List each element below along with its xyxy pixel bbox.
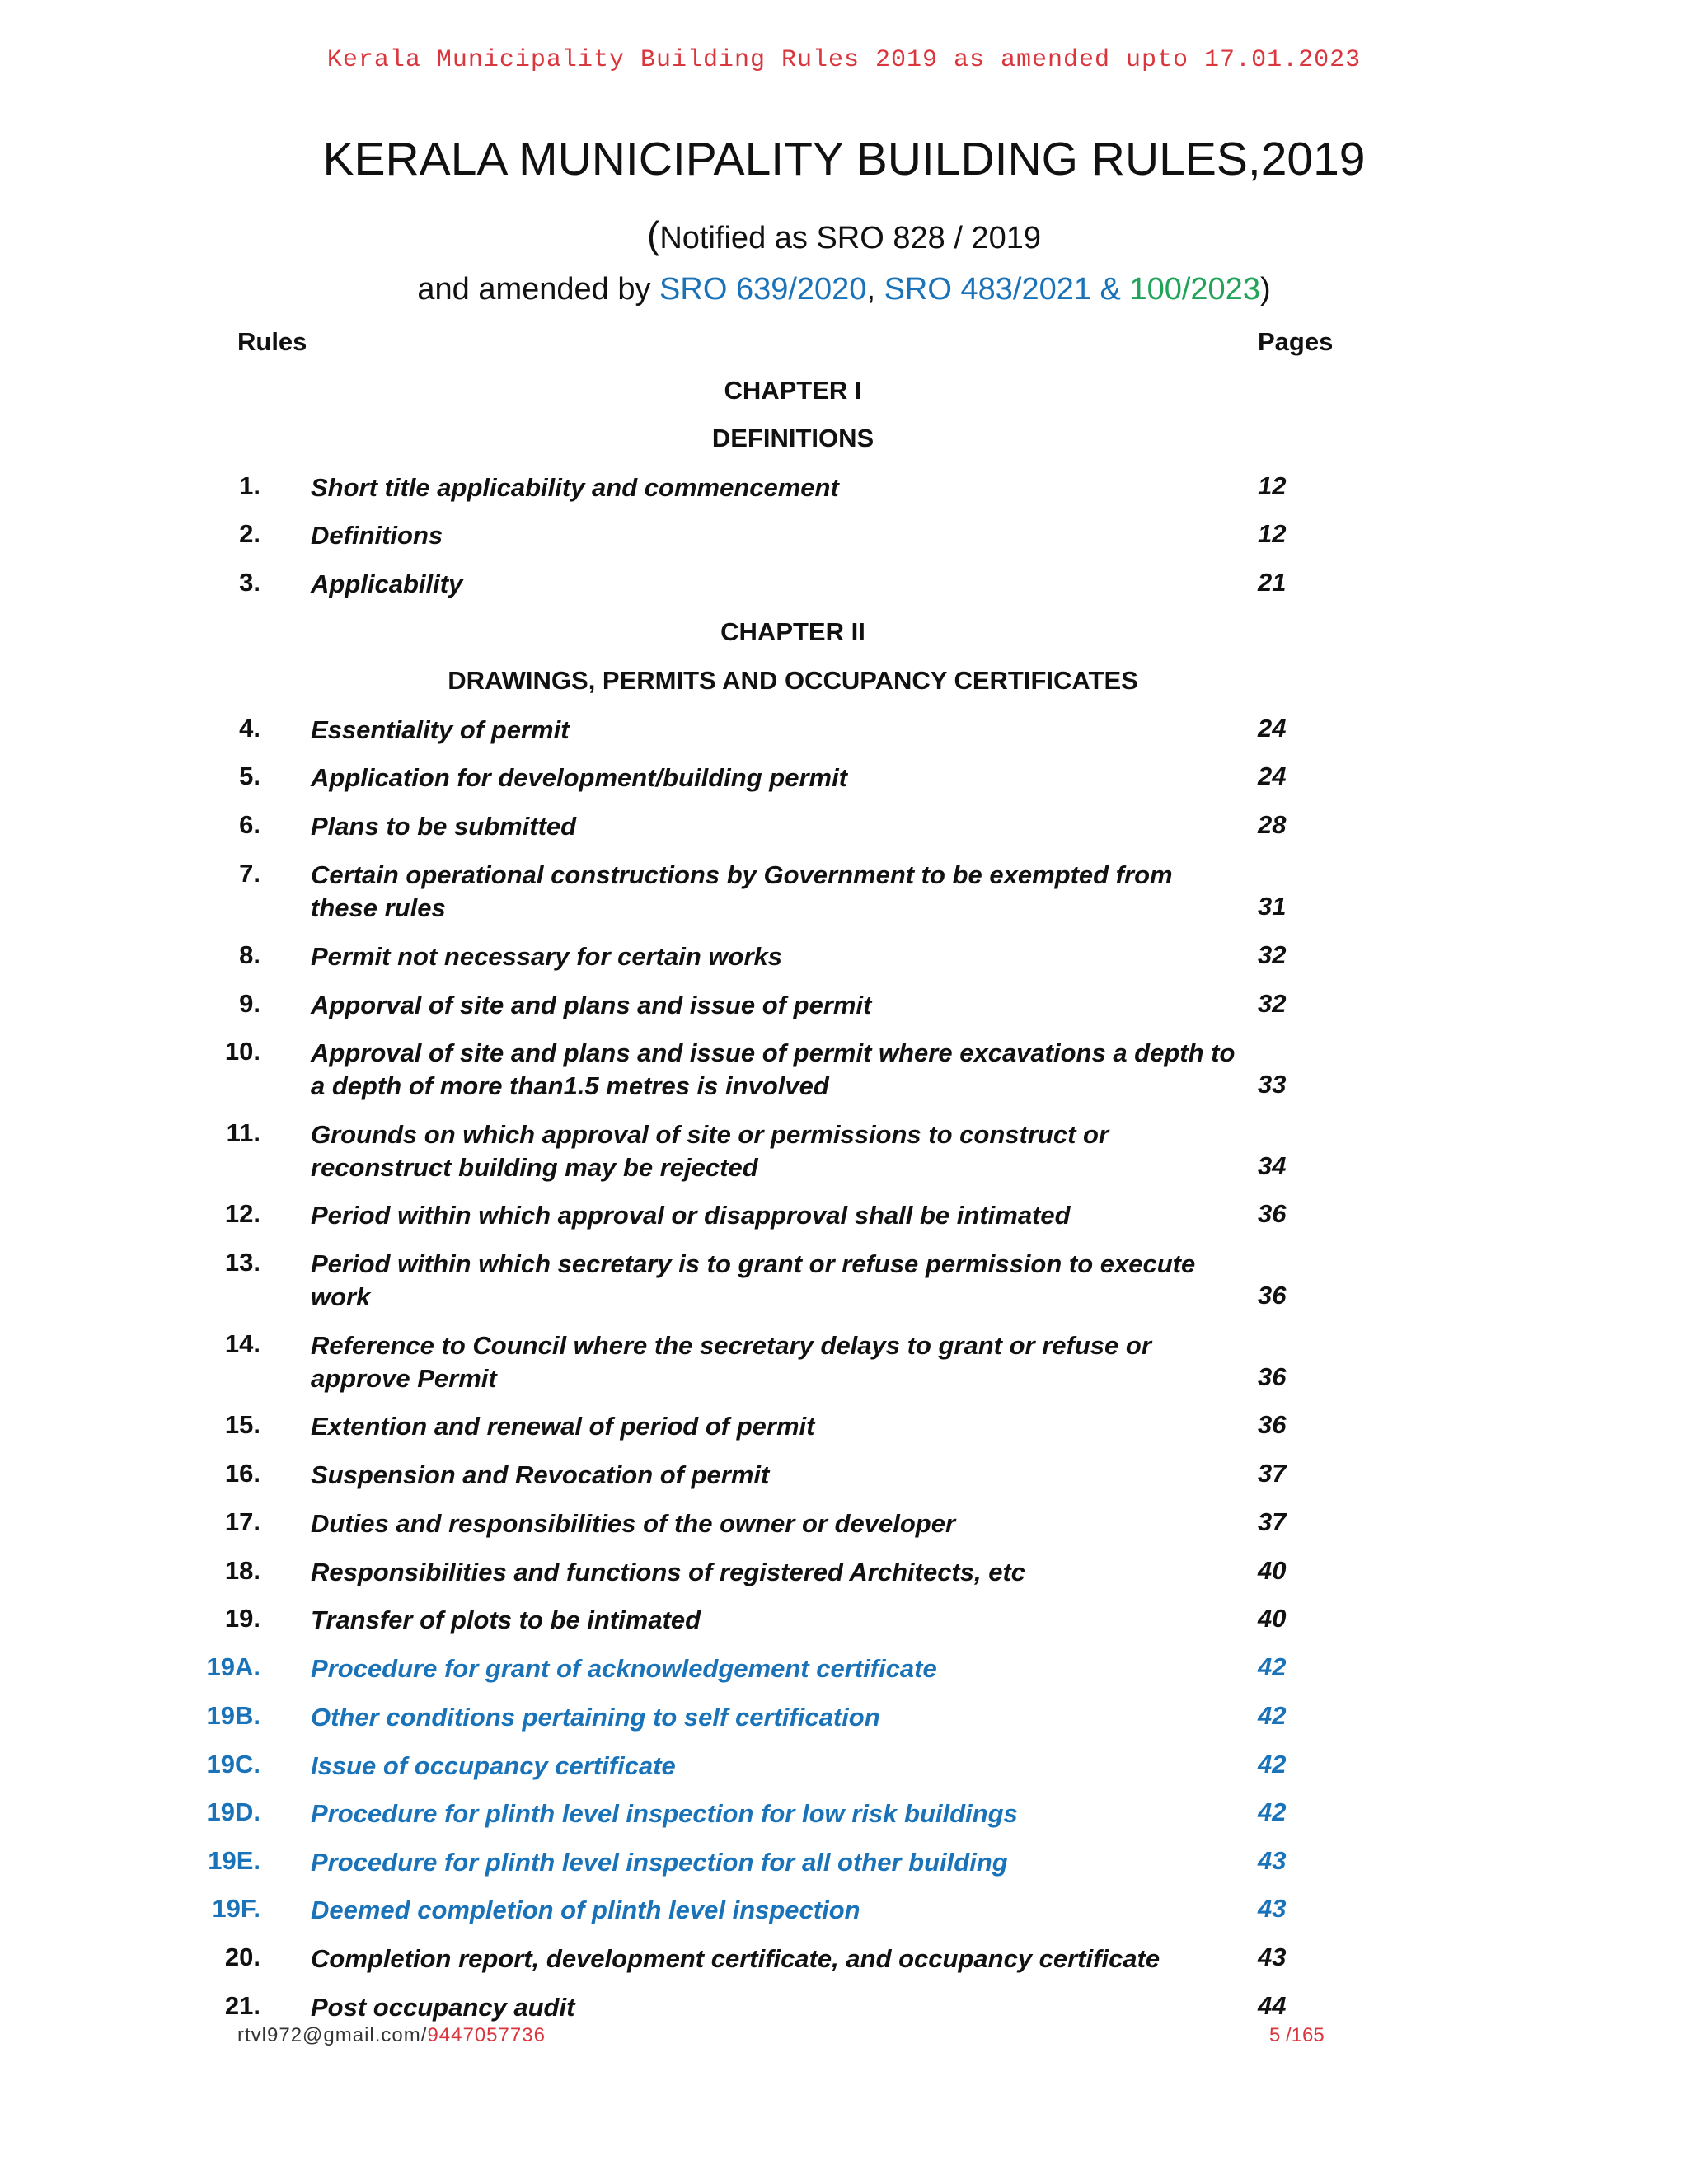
rule-title: Apporval of site and plans and issue of permit xyxy=(311,991,872,1019)
rule-number: 4. xyxy=(239,714,260,743)
rule-number: 14. xyxy=(224,1329,260,1358)
rule-title: Post occupancy audit xyxy=(311,1993,575,2022)
rule-title: Permit not necessary for certain works xyxy=(311,942,783,971)
rule-page-number: 36 xyxy=(1258,1199,1287,1228)
rule-page-number: 44 xyxy=(1258,1991,1287,2020)
amendment-link-sro-639-2020[interactable]: SRO 639/2020 xyxy=(659,272,867,307)
rules-column-header: Rules xyxy=(237,327,307,356)
amendment-link-100-2023[interactable]: 100/2023 xyxy=(1129,272,1260,307)
rule-title: Period within which secretary is to grant or refuse permission to execute work xyxy=(311,1249,1196,1311)
rule-title: Essentiality of permit xyxy=(311,715,570,744)
rule-number: 15. xyxy=(224,1410,260,1439)
rule-page-number: 34 xyxy=(1258,1151,1287,1180)
open-paren: ( xyxy=(647,213,660,256)
rule-title: Period within which approval or disapproval shall be intimated xyxy=(311,1201,1071,1230)
rule-page-number: 24 xyxy=(1258,762,1287,790)
amendment-line xyxy=(0,272,1688,307)
rule-page-number: 36 xyxy=(1258,1362,1287,1391)
rule-number: 2. xyxy=(239,519,260,548)
notification-text: Notified as SRO 828 / 2019 xyxy=(659,221,1041,255)
footer-contact xyxy=(237,2024,546,2047)
rule-number: 21. xyxy=(224,1991,260,2020)
chapter-2-heading: CHAPTER II xyxy=(720,617,865,646)
rule-page-number: 43 xyxy=(1258,1943,1287,1971)
pages-column-header: Pages xyxy=(1258,327,1334,356)
rule-page-number: 42 xyxy=(1258,1701,1287,1730)
rule-number: 19B. xyxy=(206,1701,260,1730)
rule-number: 12. xyxy=(224,1199,260,1228)
rule-number: 18. xyxy=(224,1556,260,1585)
rule-number: 3. xyxy=(239,568,260,597)
rule-title: Procedure for plinth level inspection for low risk buildings xyxy=(311,1799,1018,1828)
rule-title: Reference to Council where the secretary delays to grant or refuse or approve Permit xyxy=(311,1331,1151,1393)
chapter-1-heading: CHAPTER I xyxy=(724,376,862,405)
rule-title: Issue of occupancy certificate xyxy=(311,1751,676,1780)
rule-number: 11. xyxy=(226,1118,260,1147)
rule-number: 9. xyxy=(239,989,260,1018)
rule-number: 19A. xyxy=(206,1652,260,1681)
rule-title: Applicability xyxy=(311,569,463,598)
footer-email: rtvl972@gmail.com/ xyxy=(237,2024,428,2046)
rule-title: Approval of site and plans and issue of permit where excavations a depth to a depth of more than1.5 metres is involved xyxy=(311,1038,1236,1100)
rule-page-number: 33 xyxy=(1258,1070,1287,1099)
rule-page-number: 32 xyxy=(1258,940,1287,969)
rule-number: 10. xyxy=(224,1037,260,1066)
rule-title: Grounds on which approval of site or permissions to construct or reconstruct building may be rejected xyxy=(311,1120,1109,1182)
rule-number: 19. xyxy=(224,1604,260,1633)
rule-title: Responsibilities and functions of registered Architects, etc xyxy=(311,1558,1026,1586)
rule-title: Deemed completion of plinth level inspection xyxy=(311,1896,860,1924)
document-title: KERALA MUNICIPALITY BUILDING RULES,2019 xyxy=(322,133,1366,185)
rule-page-number: 43 xyxy=(1258,1846,1287,1875)
rule-page-number: 36 xyxy=(1258,1410,1287,1439)
footer-phone: 9447057736 xyxy=(427,2024,546,2046)
notification-line xyxy=(0,213,1688,257)
rule-title: Completion report, development certificate, and occupancy certificate xyxy=(311,1944,1160,1973)
chapter-2-subheading: DRAWINGS, PERMITS AND OCCUPANCY CERTIFICATES xyxy=(448,666,1138,695)
rule-page-number: 32 xyxy=(1258,989,1287,1018)
rule-number: 19F. xyxy=(212,1894,260,1923)
rule-title: Procedure for plinth level inspection for all other building xyxy=(311,1848,1008,1877)
amendment-link-sro-483-2021[interactable]: SRO 483/2021 xyxy=(884,272,1091,307)
rule-page-number: 42 xyxy=(1258,1652,1287,1681)
rule-page-number: 37 xyxy=(1258,1507,1287,1536)
rule-number: 13. xyxy=(224,1248,260,1277)
rule-page-number: 12 xyxy=(1258,471,1287,500)
rule-title: Extention and renewal of period of permit xyxy=(311,1412,815,1441)
rule-page-number: 12 xyxy=(1258,519,1287,548)
rule-number: 20. xyxy=(224,1943,260,1971)
amendment-ampersand: & xyxy=(1090,272,1130,307)
rule-title: Duties and responsibilities of the owner or developer xyxy=(311,1509,956,1538)
rule-page-number: 42 xyxy=(1258,1797,1287,1826)
rule-number: 8. xyxy=(239,940,260,969)
rule-page-number: 31 xyxy=(1258,892,1287,921)
rule-number: 6. xyxy=(239,810,260,839)
rule-page-number: 37 xyxy=(1258,1459,1287,1488)
rule-page-number: 21 xyxy=(1258,568,1287,597)
rule-title: Plans to be submitted xyxy=(311,812,577,841)
rule-number: 19D. xyxy=(206,1797,260,1826)
amended-prefix: and amended by xyxy=(417,272,660,307)
page-indicator: 5 /165 xyxy=(1269,2024,1325,2046)
amendment-separator: , xyxy=(866,272,884,307)
rule-title: Application for development/building permit xyxy=(311,763,848,792)
rule-title: Certain operational constructions by Government to be exempted from these rules xyxy=(311,860,1173,922)
rule-title: Transfer of plots to be intimated xyxy=(311,1605,701,1634)
header-note: Kerala Municipality Building Rules 2019 as amended upto 17.01.2023 xyxy=(326,46,1362,74)
rule-title: Suspension and Revocation of permit xyxy=(311,1460,770,1489)
rule-title: Procedure for grant of acknowledgement certificate xyxy=(311,1654,937,1683)
close-paren: ) xyxy=(1259,272,1271,307)
rule-page-number: 42 xyxy=(1258,1750,1287,1779)
rule-page-number: 40 xyxy=(1258,1604,1287,1633)
rule-title: Other conditions pertaining to self certification xyxy=(311,1703,880,1732)
rule-title: Definitions xyxy=(311,521,443,550)
rule-number: 19E. xyxy=(208,1846,260,1875)
rule-number: 16. xyxy=(224,1459,260,1488)
rule-number: 19C. xyxy=(206,1750,260,1779)
rule-number: 7. xyxy=(239,859,260,888)
rule-page-number: 40 xyxy=(1258,1556,1287,1585)
rule-title: Short title applicability and commencement xyxy=(311,473,839,502)
chapter-1-subheading: DEFINITIONS xyxy=(711,424,874,452)
rule-page-number: 43 xyxy=(1258,1894,1287,1923)
rule-number: 5. xyxy=(239,762,260,790)
rule-page-number: 28 xyxy=(1258,810,1287,839)
rule-page-number: 36 xyxy=(1258,1281,1287,1310)
rule-number: 17. xyxy=(224,1507,260,1536)
rule-page-number: 24 xyxy=(1258,714,1287,743)
rule-number: 1. xyxy=(239,471,260,500)
